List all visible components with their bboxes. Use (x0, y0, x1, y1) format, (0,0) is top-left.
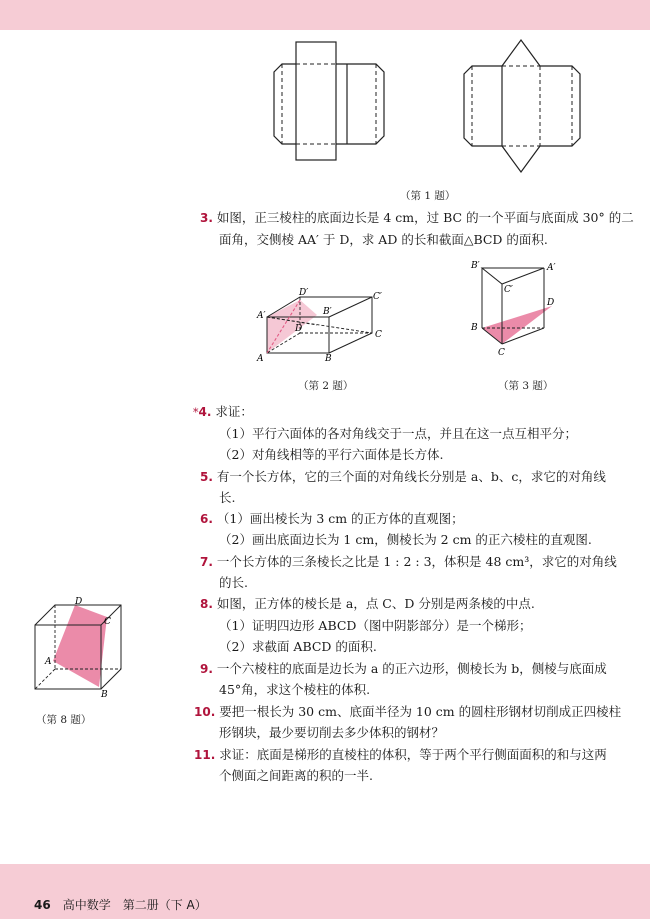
fig2-label-B: B (325, 354, 332, 364)
figure-1-net-left (270, 40, 390, 165)
figure-3-prism (470, 258, 565, 358)
fig3-label-Bp: B′ (471, 261, 480, 271)
figure-2-box (255, 285, 390, 365)
problem-11-cont: 个侧面之间距离的积的一半. (219, 768, 373, 783)
problem-6: 6. （1）画出棱长为 3 cm 的正方体的直观图； (200, 511, 464, 526)
problem-5-cont: 长. (219, 490, 236, 505)
figure-8-caption: （第 8 题） (36, 714, 92, 726)
problem-11: 11. 求证：底面是梯形的直棱柱的体积，等于两个平行侧面面积的和与这两 (194, 747, 607, 762)
fig2-label-Bp: B′ (323, 307, 332, 317)
problem-7-cont: 的长. (219, 575, 248, 590)
fig2-label-C: C (375, 330, 382, 340)
problem-10: 10. 要把一根长为 30 cm、底面半径为 10 cm 的圆柱形钢材切削成正四棱柱 (194, 704, 622, 719)
fig2-label-Dp: D′ (299, 288, 309, 298)
figure-8-cube (25, 595, 125, 700)
page-number: 46 (34, 898, 51, 912)
figure-1-net-right (460, 38, 585, 173)
problem-9: 9. 一个六棱柱的底面是边长为 a 的正六边形，侧棱长为 b，侧棱与底面成 (200, 661, 607, 676)
fig3-label-Cp: C′ (504, 285, 513, 295)
problem-4-part1: （1）平行六面体的各对角线交于一点，并且在这一点互相平分； (219, 426, 577, 441)
fig2-label-Ap: A′ (257, 311, 266, 321)
fig3-label-B: B (471, 323, 478, 333)
problem-4: *4. 求证： (193, 404, 253, 419)
problem-3: 3. 如图，正三棱柱的底面边长是 4 cm，过 BC 的一个平面与底面成 30° 的二 (200, 210, 634, 225)
problem-8: 8. 如图，正方体的棱长是 a，点 C、D 分别是两条棱的中点. (200, 596, 535, 611)
fig3-label-Ap: A′ (547, 263, 556, 273)
fig8-label-D: D (75, 597, 83, 607)
problem-8-part2: （2）求截面 ABCD 的面积. (219, 639, 377, 654)
fig8-label-B: B (101, 690, 108, 700)
fig2-label-A: A (257, 354, 264, 364)
book-title: 高中数学 第二册（下 A） (62, 898, 207, 912)
figure-2-caption: （第 2 题） (298, 380, 354, 392)
problem-9-cont: 45°角，求这个棱柱的体积. (219, 682, 371, 697)
fig2-label-Cp: C′ (373, 292, 382, 302)
problem-8-part1: （1）证明四边形 ABCD（图中阴影部分）是一个梯形； (219, 618, 532, 633)
problem-6-part2: （2）画出底面边长为 1 cm，侧棱长为 2 cm 的正六棱柱的直观图. (219, 532, 592, 547)
figure-1-caption: （第 1 题） (400, 190, 456, 202)
page-footer (34, 896, 207, 913)
figure-3-caption: （第 3 题） (498, 380, 554, 392)
problem-7: 7. 一个长方体的三条棱长之比是 1 : 2 : 3，体积是 48 cm³，求它的对角线 (200, 554, 617, 569)
header-band (0, 0, 650, 30)
problem-3-cont: 面角，交侧棱 AA′ 于 D，求 AD 的长和截面△BCD 的面积. (219, 232, 548, 247)
fig8-label-A: A (45, 657, 52, 667)
fig8-label-C: C (104, 617, 111, 627)
problem-5: 5. 有一个长方体，它的三个面的对角线长分别是 a、b、c，求它的对角线 (200, 469, 606, 484)
fig3-label-C: C (498, 348, 505, 358)
fig3-label-D: D (547, 298, 555, 308)
fig2-label-D: D (295, 324, 303, 334)
problem-4-part2: （2）对角线相等的平行六面体是长方体. (219, 447, 444, 462)
problem-10-cont: 形钢块，最少要切削去多少体积的钢材？ (219, 725, 445, 740)
